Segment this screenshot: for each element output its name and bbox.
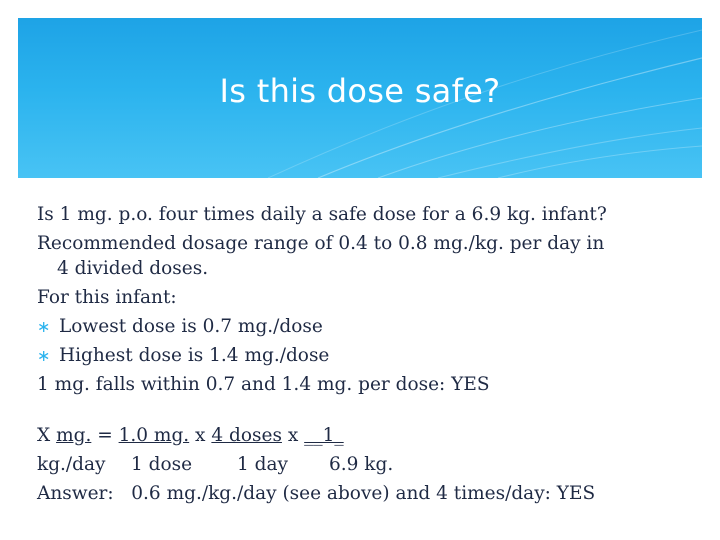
divided-doses-line: 4 divided doses. [57,258,209,279]
kg-day-denominator: kg./day [37,454,106,475]
for-infant-line: For this infant: [37,287,177,308]
answer-line: Answer: 0.6 mg./kg./day (see above) and 4 times/day: YES [37,483,596,504]
equation-top-line [37,421,697,450]
equation-bottom-line [37,450,697,479]
question-line: Is 1 mg. p.o. four times daily a safe dose for a 6.9 kg. infant? [37,204,607,225]
spacer [37,399,697,421]
doses-numerator: 4 doses [211,425,282,446]
slide-title: Is this dose safe? [219,72,501,110]
bullet-text: Lowest dose is 0.7 mg./dose [59,316,323,337]
bullet-item-lowest [37,312,697,341]
one-dose-denominator: 1 dose [131,454,193,475]
asterisk-bullet-icon: ∗ [37,317,51,336]
times-sign: x [189,425,212,446]
weight-denominator: 6.9 kg. [329,454,394,475]
conclusion-line: 1 mg. falls within 0.7 and 1.4 mg. per dose: YES [37,374,490,395]
x-label: X [37,425,57,446]
dose-mg-numerator: 1.0 mg. [118,425,190,446]
bullet-item-highest [37,341,697,370]
asterisk-bullet-icon: ∗ [37,346,51,365]
mg-numerator: mg. [56,425,92,446]
title-banner [18,18,702,178]
one-day-denominator: 1 day [237,454,288,475]
recommended-range-line: Recommended dosage range of 0.4 to 0.8 mg./kg. per day in [37,233,605,254]
slide-body [37,200,697,508]
bullet-text: Highest dose is 1.4 mg./dose [59,345,330,366]
equals-sign: = [91,425,119,446]
one-numerator: __1_ [304,425,344,446]
times-sign: x [281,425,305,446]
